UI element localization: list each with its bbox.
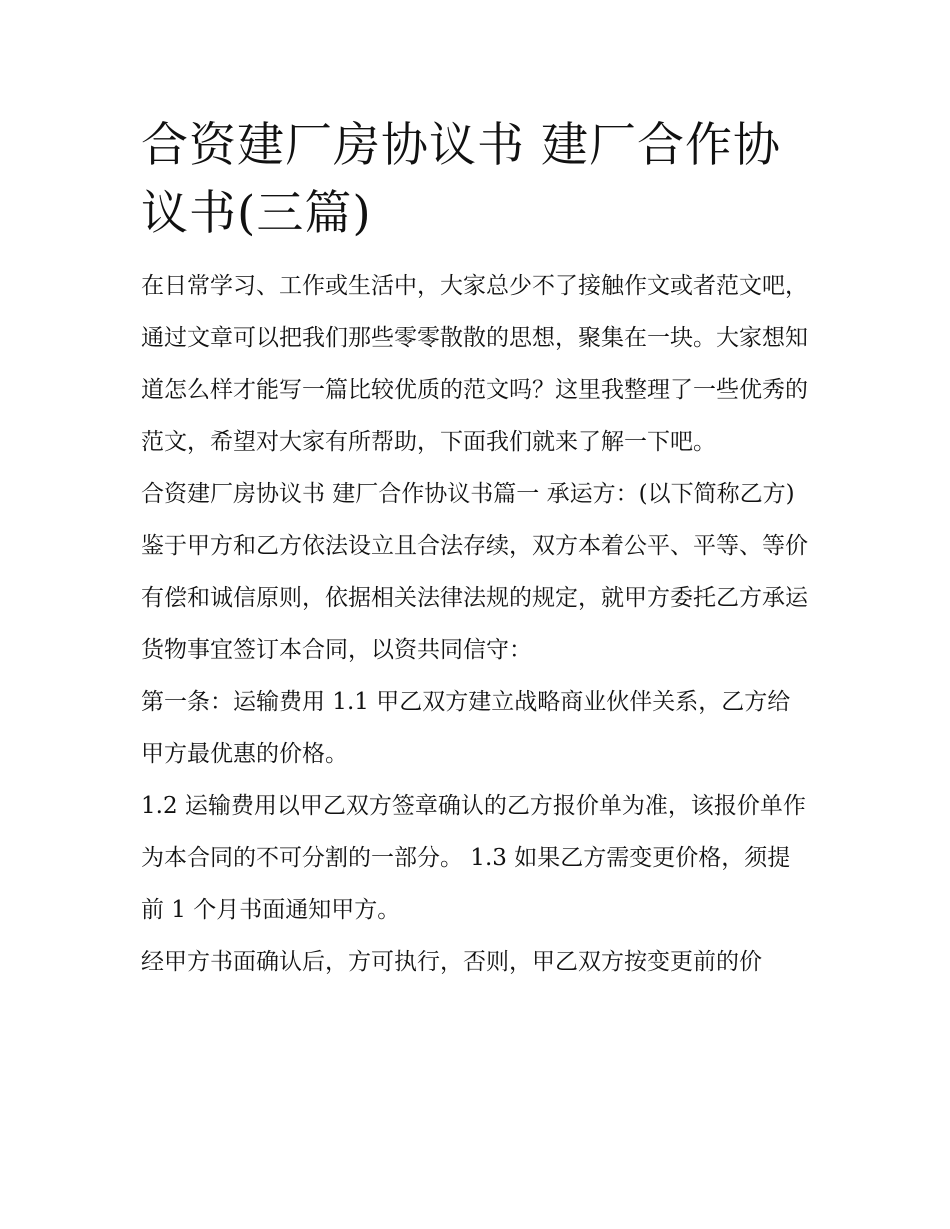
- article-one-paragraph: 第一条：运输费用 1.1 甲乙双方建立战略商业伙伴关系，乙方给甲方最优惠的价格。: [141, 689, 791, 767]
- document-body: [141, 112, 813, 988]
- intro-paragraph: 在日常学习、工作或生活中，大家总少不了接触作文或者范文吧，通过文章可以把我们那些零零散散的思想，聚集在一块。大家想知道怎么样才能写一篇比较优质的范文吗？这里我整理了一些优秀的范文，希望对大家有所帮助，下面我们就来了解一下吧。: [141, 273, 808, 455]
- clause-paragraph: 1.2 运输费用以甲乙双方签章确认的乙方报价单为准，该报价单作为本合同的不可分割的一部分。 1.3 如果乙方需变更价格，须提前 1 个月书面通知甲方。: [141, 793, 806, 923]
- section-heading-paragraph: 合资建厂房协议书 建厂合作协议书篇一 承运方：(以下简称乙方): [141, 481, 795, 507]
- continuation-paragraph: 经甲方书面确认后，方可执行，否则，甲乙双方按变更前的价: [141, 949, 762, 975]
- document-title: 合资建厂房协议书 建厂合作协议书(三篇): [141, 118, 781, 241]
- preamble-paragraph: 鉴于甲方和乙方依法设立且合法存续，双方本着公平、平等、等价有偿和诚信原则，依据相关法律法规的规定，就甲方委托乙方承运货物事宜签订本合同，以资共同信守：: [141, 533, 808, 663]
